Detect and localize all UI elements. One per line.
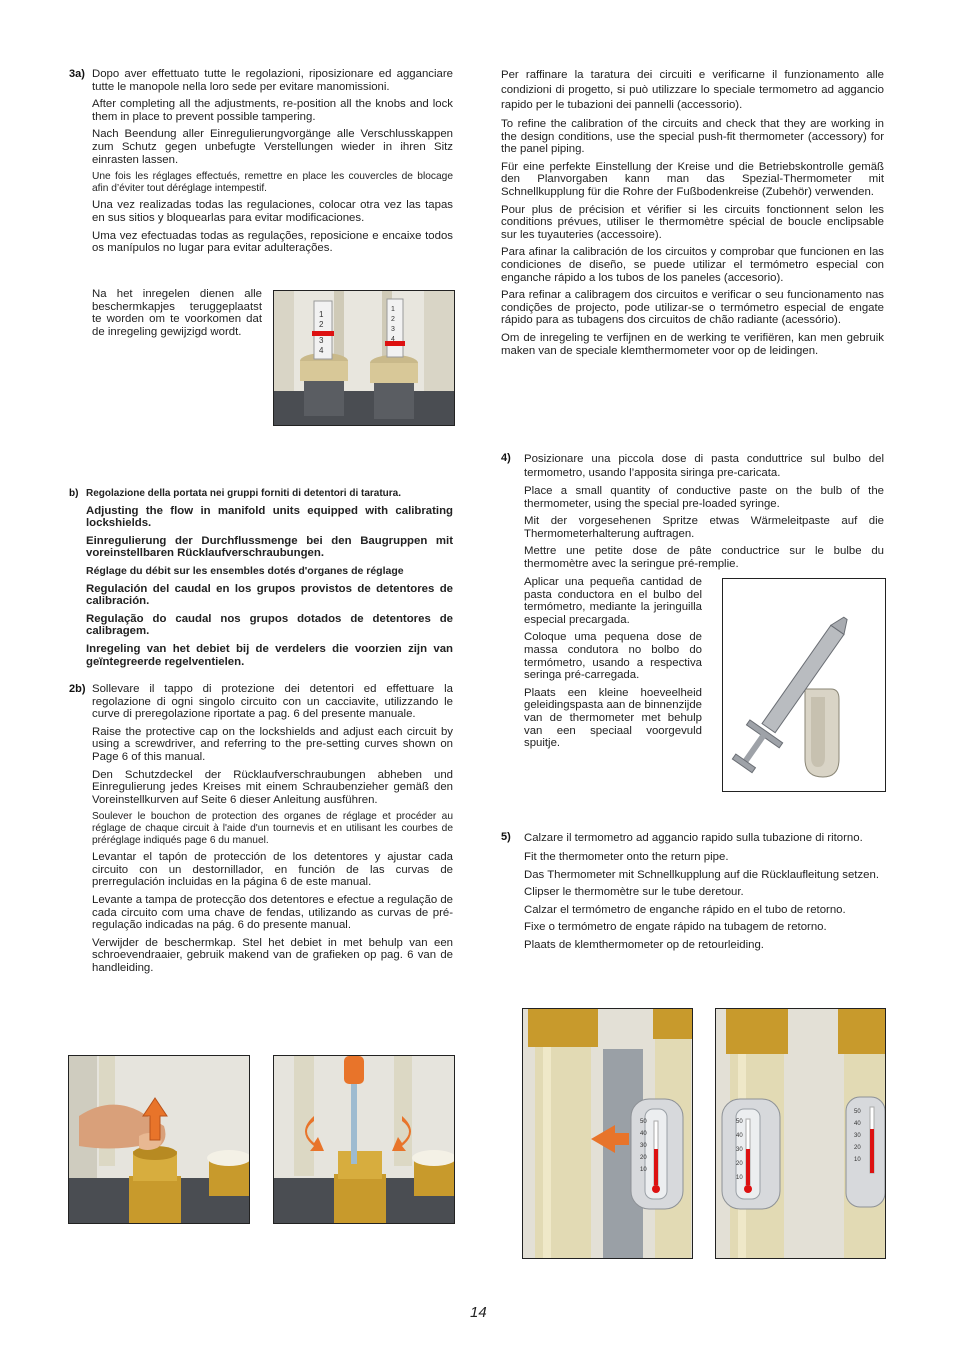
section-b-heading-nl: Inregeling van het debiet bij de verdelers die voorzien zijn van geïntegreerde regelventielen. — [86, 642, 453, 668]
section-b-heading-de: Einregulierung der Durchflussmenge bei den Baugruppen mit voreinstellbaren Rücklaufverschraubungen. — [86, 534, 453, 560]
step-3a-fr: Une fois les réglages effectués, remettre en place les couvercles de blocage afin d’éviter tout déréglage intempestif. — [92, 171, 453, 194]
step-2b-de: Den Schutzdeckel der Rücklaufverschraubungen abheben und Einregulierung jedes Kreises mit einem Schraubenzieher gemäß den Voreinstellkurven auf Seite 6 dieser Anleitung ausführen. — [92, 768, 453, 806]
step-2b-it: Sollevare il tappo di protezione dei detentori ed effettuare la regolazione di ogni singolo circuito con un cacciavite, utilizzando le curve di preregolazione riportate a pag. 6 del presente manuale. — [92, 683, 453, 721]
step-5-fr: Clipser le thermomètre sur le tube deretour. — [524, 886, 744, 899]
knobs-illustration — [274, 291, 454, 425]
figure-thermo-fitting — [522, 1008, 693, 1259]
thermo-tick: 10 — [736, 1175, 743, 1181]
page-number: 14 — [470, 1304, 487, 1321]
dial-mark: 1 — [391, 306, 395, 313]
step-2b-label: 2b) — [69, 683, 86, 695]
dial-mark: 3 — [391, 326, 395, 333]
step-4-de: Mit der vorgesehenen Spritze etwas Wärmeleitpaste auf die Thermometerhalterung auftragen. — [524, 515, 884, 540]
step-3a-it: Dopo aver effettuato tutte le regolazioni, riposizionare ed agganciare tutte le manopole nella loro sede per evitare manomissioni. — [92, 68, 453, 93]
thermo-tick: 40 — [640, 1131, 647, 1137]
step-3a-text — [92, 68, 453, 260]
step-2b-text — [92, 683, 453, 979]
thermo-tick: 50 — [854, 1109, 861, 1115]
section-b-heading-pt: Regulação do caudal nos grupos dotados de detentores de calibragem. — [86, 612, 453, 638]
section-b-heading-es: Regulación del caudal en los grupos provistos de detentores de calibración. — [86, 582, 453, 608]
thermo-tick: 30 — [854, 1133, 861, 1139]
intro-pt: Para refinar a calibragem dos circuitos e verificar o seu funcionamento nas condições de projecto, pode utilizar-se o termómetro especial de engate rápido para as tubagens dos circuitos de chão radiante (acessório). — [501, 289, 884, 327]
dial-mark: 2 — [391, 316, 395, 323]
step-4-es: Aplicar una pequeña cantidad de pasta conductora en el bulbo del termómetro, mediante la jeringuilla especial precargada. — [524, 576, 702, 626]
step-4-en: Place a small quantity of conductive paste on the bulb of the thermometer, using the special pre-loaded syringe. — [524, 485, 884, 510]
intro-es: Para afinar la calibración de los circuitos y comprobar que funcionen en las condiciones de diseño, se puede utilizar el termómetro especial con enganche rápido a los tubos de los paneles (accesorio). — [501, 246, 884, 284]
thermo-tick: 10 — [640, 1167, 647, 1173]
step-2b-nl: Verwijder de beschermkap. Stel het debiet in met behulp van een schroevendraaier, gebruik makend van de grafieken op pag. 6 van de handleiding. — [92, 936, 453, 974]
thermo-tick: 50 — [640, 1119, 647, 1125]
dial-mark: 3 — [319, 336, 324, 345]
dial-mark: 4 — [391, 336, 395, 343]
step-2b-es: Levantar el tapón de protección de los detentores y ajustar cada circuito con un destornillador, en función de las curvas de prerregulación incluidas en la página 6 de este manual. — [92, 851, 453, 889]
thermo-fitted-illustration — [716, 1009, 885, 1258]
figure-thermo-fitted — [715, 1008, 886, 1259]
step-4-nl: Plaats een kleine hoeveelheid geleidingspasta aan de binnenzijde van de thermometer met behulp van een speciaal voorgevuld spuitje. — [524, 686, 702, 750]
step-3a-en: After completing all the adjustments, re-position all the knobs and lock them in place to prevent possible tampering. — [92, 98, 453, 123]
figure-screwdriver — [273, 1055, 455, 1224]
section-b-headings — [86, 488, 453, 673]
intro-fr: Pour plus de précision et vérifier si les circuits fonctionnent selon les conditions prévues, utiliser le thermomètre spécial de boucle enclipsable sur les tuyauteries (accessoire). — [501, 203, 884, 241]
step-2b-fr: Soulever le bouchon de protection des organes de réglage et procéder au réglage de chaque circuit à l'aide d'un tournevis et en utilisant les courbes de préréglage indiqués page 6 du manuel. — [92, 811, 453, 846]
step-5-text — [524, 831, 884, 957]
thermo-tick: 30 — [640, 1143, 647, 1149]
dial-mark: 4 — [319, 346, 324, 355]
thermo-tick: 50 — [736, 1119, 743, 1125]
screwdriver-illustration — [274, 1056, 454, 1223]
syringe-illustration — [723, 579, 885, 791]
step-2b-pt: Levante a tampa de protecção dos detentores e efectue a regulação de cada circuito com uma chave de fendas, utilizando as curvas de pré-regulação indicadas na pág. 6 do presente manual. — [92, 893, 453, 932]
step-4-pt: Coloque uma pequena dose de massa condutora no bolbo do termómetro, usando a respectiva seringa pré-carregada. — [524, 631, 702, 682]
step-5-en: Fit the thermometer onto the return pipe. — [524, 851, 729, 863]
section-b-label: b) — [69, 488, 79, 499]
step-5-de: Das Thermometer mit Schnellkupplung auf die Rücklaufleitung setzen. — [524, 868, 879, 881]
thermo-tick: 20 — [854, 1145, 861, 1151]
figure-syringe — [722, 578, 886, 792]
thermo-tick: 40 — [736, 1133, 743, 1139]
intro-nl: Om de inregeling te verfijnen en de werking te verifiëren, kan men gebruik maken van de speciale klemthermometer voor op de leidingen. — [501, 331, 884, 357]
thermo-tick: 10 — [854, 1157, 861, 1163]
section-b-heading-en: Adjusting the flow in manifold units equipped with calibrating lockshields. — [86, 504, 453, 530]
step-5-nl: Plaats de klemthermometer op de retourleiding. — [524, 938, 764, 951]
step-5-pt: Fixe o termómetro de engate rápido na tubagem de retorno. — [524, 921, 827, 934]
figure-lift-cap — [68, 1055, 250, 1224]
step-3a-nl — [92, 288, 262, 343]
step-5-es: Calzar el termómetro de enganche rápido en el tubo de retorno. — [524, 903, 846, 916]
step-4-fr: Mettre une petite dose de pâte conductrice sur le bulbe du thermomètre avec la seringue pré-remplie. — [524, 545, 884, 570]
step-4-it: Posizionare una piccola dose di pasta conduttrice sul bulbo del termometro, usando l’apposita siringa pre-caricata. — [524, 453, 884, 479]
step-3a-es: Una vez realizadas todas las regulaciones, colocar otra vez las tapas en sus sitios y bloquearlas para evitar modificaciones. — [92, 199, 453, 224]
section-b-heading-it: Regolazione della portata nei gruppi forniti di detentori di taratura. — [86, 488, 402, 499]
step-4-narrow-text — [524, 576, 702, 755]
intro-it: Per raffinare la taratura dei circuiti e verificarne il funzionamento alle condizioni di progetto, si può utilizzare lo speciale termometro ad aggancio rapido per le tubazioni dei pannelli (accessorio). — [501, 69, 884, 111]
dial-mark: 1 — [319, 310, 324, 319]
thermo-tick: 40 — [854, 1121, 861, 1127]
step-3a-de: Nach Beendung aller Einregulierungvorgänge alle Verschlusskappen zum Schutz gegen unbefugte Verstellungen wieder in ihren Sitz einrasten lassen. — [92, 128, 453, 166]
step-3a-label: 3a) — [69, 68, 85, 80]
intro-de: Für eine perfekte Einstellung der Kreise und die Betriebskontrolle gemäß den Planvorgaben kann man das Spezial-Thermometer mit Schnellkupplung für die Rohre der Fußbodenkreise (Zubehör) verwenden. — [501, 160, 884, 198]
step-5-label: 5) — [501, 831, 511, 843]
thermo-tick: 30 — [736, 1147, 743, 1153]
intro-right-text — [501, 68, 884, 362]
thermo-tick: 20 — [736, 1161, 743, 1167]
step-3a-pt: Uma vez efectuadas todas as regulações, reposicione e encaixe todos os manípulos no lugar para evitar adulterações. — [92, 229, 453, 255]
step-3a-nl-text: Na het inregelen dienen alle beschermkapjes teruggeplaatst te worden om te voorkomen dat de inregeling gewijzigd wordt. — [92, 288, 262, 338]
figure-knobs — [273, 290, 455, 426]
dial-mark: 2 — [319, 320, 324, 329]
intro-en: To refine the calibration of the circuits and check that they are working in the design conditions, use the special push-fit thermometer (accessory) for the panel piping. — [501, 118, 884, 156]
step-4-text — [524, 452, 884, 576]
step-5-it: Calzare il termometro ad aggancio rapido sulla tubazione di ritorno. — [524, 832, 863, 844]
section-b-heading-fr: Réglage du débit sur les ensembles dotés d'organes de réglage — [86, 564, 404, 577]
thermo-fitting-illustration — [523, 1009, 692, 1258]
lift-cap-illustration — [69, 1056, 249, 1223]
thermo-tick: 20 — [640, 1155, 647, 1161]
step-2b-en: Raise the protective cap on the lockshields and adjust each circuit by using a screwdriver, and referring to the pre-setting curves shown on Page 6 of this manual. — [92, 725, 453, 763]
step-4-label: 4) — [501, 452, 511, 464]
